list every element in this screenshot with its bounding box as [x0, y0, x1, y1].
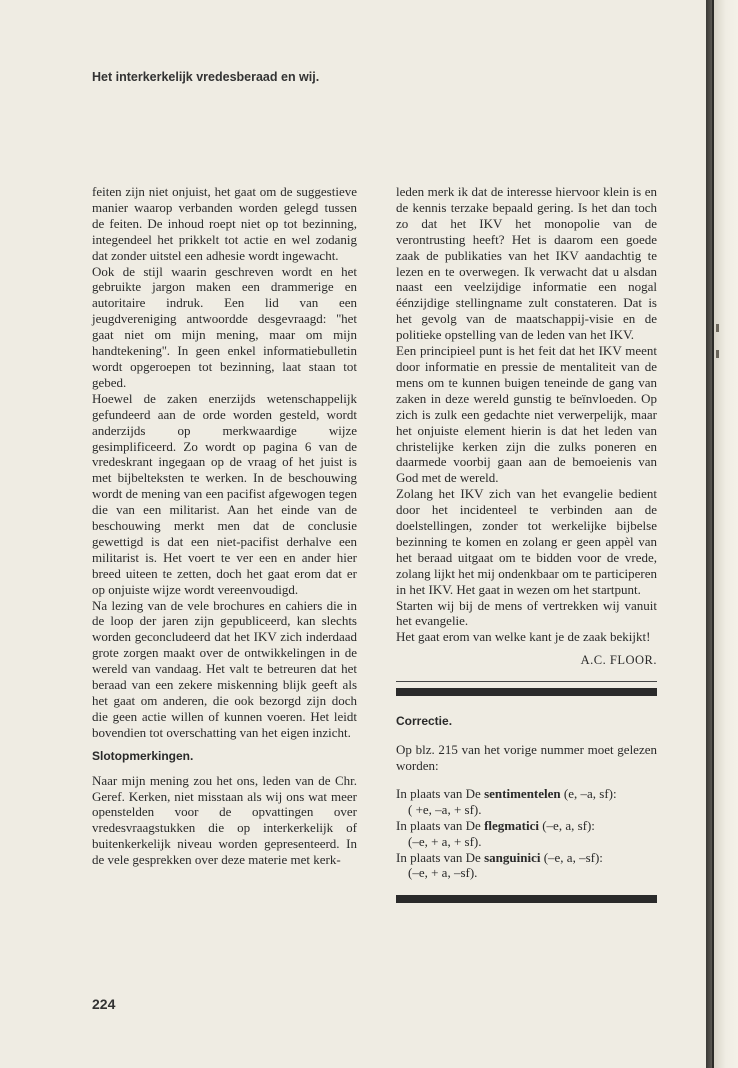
correction-prefix: In plaats van De	[396, 849, 485, 865]
correction-intro: Op blz. 215 van het vorige nummer moet gelezen worden:	[396, 742, 657, 773]
paragraph: Naar mijn mening zou het ons, leden van de Chr. Geref. Kerken, niet misstaan als wij ons wat meer openstelden voor de opvattingen over vredesvraagstukken die op interkerkelijk of buitenkerkelijk niveau worden gepresenteerd. In de vele gesprekken over deze materie met kerk-	[92, 772, 357, 868]
correction-word: flegmatici	[484, 817, 539, 833]
paragraph: Zolang het IKV zich van het evangelie bedient door het incidenteel te verbinden aan de doelstellingen, zonder tot werkelijke bijbelse bezinning te komen en zolang er geen appèl van het beraad uitgaat om te bidden voor de vrede, zolang lijkt het mij ondenkbaar om te participeren in het IKV. Het gaat in wezen om het startpunt.	[396, 486, 657, 597]
divider-thin	[396, 681, 657, 682]
correction-entry	[396, 818, 657, 850]
spine-mark	[716, 350, 719, 358]
correction-entry	[396, 786, 657, 818]
divider-thick	[396, 688, 657, 696]
book-spine	[706, 0, 738, 1068]
left-column	[92, 184, 357, 868]
correction-continuation: ( +e, –a, + sf).	[408, 801, 482, 817]
paragraph: Het gaat erom van welke kant je de zaak bekijkt!	[396, 629, 651, 645]
author-signature: A.C. FLOOR.	[580, 653, 657, 668]
correction-prefix: In plaats van De	[396, 817, 485, 833]
paragraph: Ook de stijl waarin geschreven wordt en het gebruikte jargon maken een drammerige en autoritaire indruk. Een lid van een jeugdvereniging antwoordde desgevraagd: ''het gaat niet om mijn mening, maar om mijn handtekening''. In geen enkel informatiebulletin wordt opgeroepen tot bezinning, laat staan tot gebed.	[92, 263, 357, 390]
spine-edge-line	[712, 0, 714, 1068]
correction-word: sentimentelen	[484, 785, 561, 801]
section-heading: Slotopmerkingen.	[92, 748, 194, 763]
paragraph: Hoewel de zaken enerzijds wetenschappelijk gefundeerd aan de orde worden gesteld, wordt anderzijds op merkwaardige wijze gesimplificeerd. Zo wordt op pagina 6 van de vredeskrant ingegaan op de vraag of het juist is met bijbelteksten te werken. In de beschouwing wordt de mening van een pacifist afgewogen tegen die van een militarist. Aan het einde van de beschouwing merkt men dat de conclusie gewettigd is dat een niet-pacifist derhalve een militarist is. Het voert te ver een en ander hier breed uiteen te zetten, doch het gaat erom dat er op onjuiste wijze wordt vereenvoudigd.	[92, 390, 357, 597]
correction-entry	[396, 850, 657, 882]
page-number: 224	[92, 996, 116, 1012]
correction-heading: Correctie.	[396, 714, 453, 729]
correction-continuation: (–e, + a, + sf).	[408, 833, 482, 849]
paragraph: feiten zijn niet onjuist, het gaat om de suggestieve manier waarop verbanden worden gelegd tussen de feiten. De inhoud roept niet op tot bezinning, integendeel het prikkelt tot actie en wel zodanig dat zonder uitstel een adhesie wordt ingewacht.	[92, 184, 357, 263]
right-column	[396, 184, 657, 903]
paragraph: Een principieel punt is het feit dat het IKV meent door informatie en pressie de mentaliteit van de mens om te kunnen buigen teneinde de gang van zaken in deze wereld gunstig te beïnvloeden. Op zich is zulk een gedachte niet verwerpelijk, maar het onjuiste element hierin is dat het leden van christelijke kerken zijn die zulks poneren en daarmede voorbij gaan aan de bemoeienis van God met de wereld.	[396, 343, 657, 486]
paragraph: Starten wij bij de mens of vertrekken wij vanuit het evangelie.	[396, 597, 657, 629]
running-header: Het interkerkelijk vredesberaad en wij.	[92, 70, 320, 84]
divider-thick-bottom	[396, 895, 657, 903]
correction-prefix: In plaats van De	[396, 785, 485, 801]
correction-suffix: (e, –a, sf):	[560, 785, 617, 801]
paragraph: Na lezing van de vele brochures en cahiers die in de loop der jaren zijn gepubliceerd, kan slechts worden geconcludeerd dat het IKV zich inderdaad grote zorgen maakt over de ontwikkelingen in de wereld van vandaag. Het valt te betreuren dat het beraad van een zekere miskenning blijk geeft als het gaat om anderen, die ook bezorgd zijn doch die geen actie willen of kunnen voeren. Het leidt bovendien tot overschatting van het eigen inzicht.	[92, 597, 357, 740]
correction-suffix: (–e, a, –sf):	[540, 849, 603, 865]
correction-continuation: (–e, + a, –sf).	[408, 865, 478, 881]
correction-word: sanguinici	[484, 849, 541, 865]
correction-suffix: (–e, a, sf):	[538, 817, 595, 833]
spine-mark	[716, 324, 719, 332]
paragraph: leden merk ik dat de interesse hiervoor klein is en de kennis terzake bepaald gering. Is het dan toch zo dat het IKV het monopolie van de verontrusting heeft? Het is daarom een goede zaak de publikaties van het IKV aandachtig te lezen en te overwegen. Ik verwacht dat u alsdan naast een veelzijdige informatie een nogal éénzijdige stellingname zult constateren. Dat is het gevolg van de maatschappij-visie en de politieke opstelling van de leden van het IKV.	[396, 184, 657, 343]
